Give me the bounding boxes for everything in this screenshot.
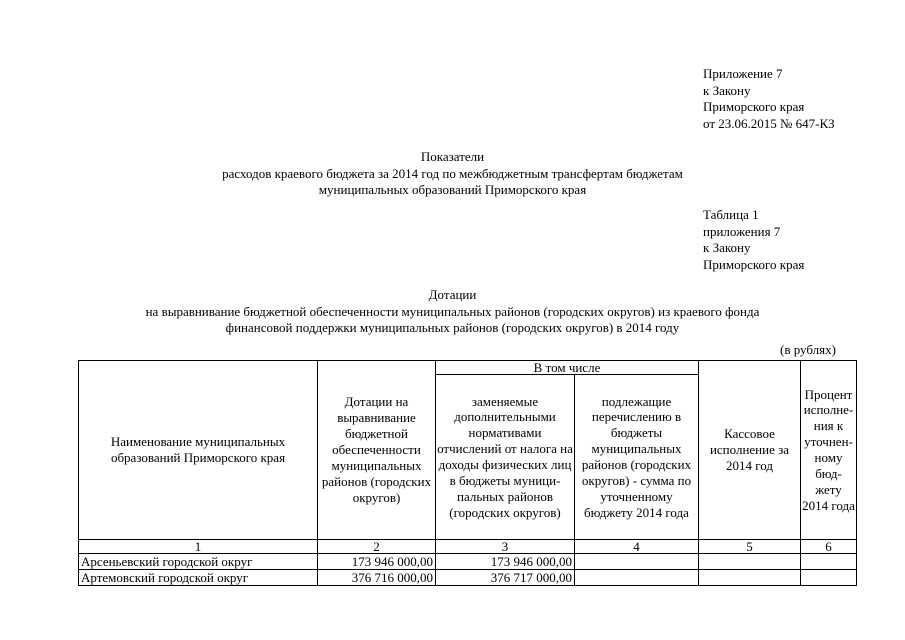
- percent-value: [801, 570, 857, 586]
- appendix-reference: [703, 66, 835, 133]
- column-number: 2: [318, 540, 436, 554]
- column-number-row: [79, 540, 857, 554]
- header-group-including: В том числе: [436, 361, 699, 375]
- dotations-table: [78, 360, 857, 586]
- table-row: [79, 570, 857, 586]
- column-number: 5: [699, 540, 801, 554]
- table-title-line: финансовой поддержки муниципальных районов (городских округов) в 2014 году: [225, 320, 680, 336]
- column-number: 3: [436, 540, 575, 554]
- appendix-line: Приложение 7: [703, 66, 783, 81]
- document-title: [0, 149, 905, 199]
- table-row: [79, 554, 857, 570]
- header-cash-execution: Кассовое исполнение за 2014 год: [699, 361, 801, 540]
- title-line: муниципальных образований Приморского края: [318, 182, 587, 198]
- transfer-value: [575, 554, 699, 570]
- header-name: Наименование муниципальных образований Приморского края: [79, 361, 318, 540]
- cash-value: [699, 570, 801, 586]
- header-dotations: Дотации на выравнивание бюджетной обеспеченности муниципальных районов (городских округов): [318, 361, 436, 540]
- table-reference-line: к Закону: [703, 240, 751, 256]
- dotations-value: 173 946 000,00: [318, 554, 436, 570]
- table-reference-line: Таблица 1: [703, 207, 759, 222]
- replaced-value: 173 946 000,00: [436, 554, 575, 570]
- table-title-line: Дотации: [428, 287, 477, 302]
- units-label: (в рублях): [780, 342, 836, 357]
- table-title-line: на выравнивание бюджетной обеспеченности муниципальных районов (городских округов) из краевого фонда: [145, 303, 760, 319]
- appendix-line: от 23.06.2015 № 647-КЗ: [703, 115, 835, 131]
- column-number: 1: [79, 540, 318, 554]
- appendix-line: Приморского края: [703, 99, 805, 115]
- replaced-value: 376 717 000,00: [436, 570, 575, 586]
- municipality-name: Артемовский городской округ: [79, 570, 318, 586]
- column-number: 4: [575, 540, 699, 554]
- municipality-name: Арсеньевский городской округ: [79, 554, 318, 570]
- header-replaced: заменяемые дополнительными нормативами отчислений от налога на доходы физических лиц в бюджеты муници- пальных районов (городских округов): [436, 375, 575, 540]
- table-reference-line: Приморского края: [703, 256, 805, 272]
- title-line: Показатели: [420, 149, 485, 164]
- cash-value: [699, 554, 801, 570]
- header-percent: Процент исполне- ния к уточнен- ному бюд- жету 2014 года: [801, 361, 857, 540]
- table-title: [0, 287, 905, 337]
- header-transfer: подлежащие перечислению в бюджеты муниципальных районов (городских округов) - сумма по уточненному бюджету 2014 года: [575, 375, 699, 540]
- column-number: 6: [801, 540, 857, 554]
- table-reference-line: приложения 7: [703, 223, 781, 239]
- transfer-value: [575, 570, 699, 586]
- dotations-value: 376 716 000,00: [318, 570, 436, 586]
- appendix-line: к Закону: [703, 82, 751, 98]
- title-line: расходов краевого бюджета за 2014 год по межбюджетным трансфертам бюджетам: [222, 165, 683, 181]
- table-reference: [703, 207, 804, 274]
- percent-value: [801, 554, 857, 570]
